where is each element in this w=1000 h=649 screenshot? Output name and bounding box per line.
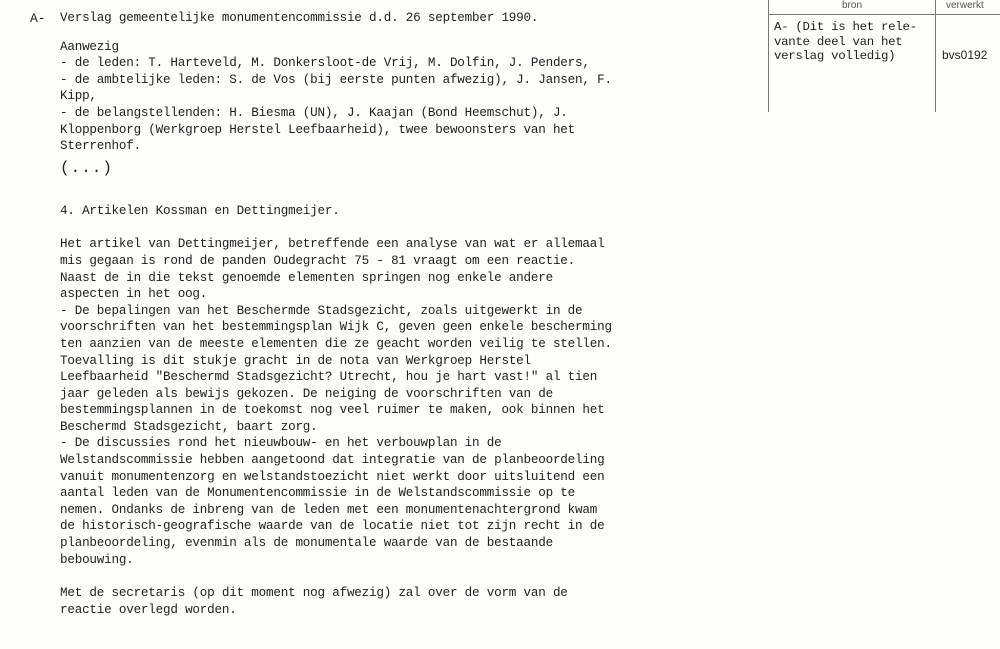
body-line: - De bepalingen van het Beschermde Stadsgezicht, zoals uitgewerkt in de — [60, 303, 583, 318]
header-verwerkt: verwerkt — [946, 0, 984, 11]
body-line: Het artikel van Dettingmeijer, betreffende een analyse van wat er allemaal — [60, 237, 605, 252]
body-line: mis gegaan is rond de panden Oudegracht 75 - 81 vraagt om een reactie. — [60, 253, 576, 268]
omission-mark: (...) — [60, 158, 114, 177]
header-bron: bron — [842, 0, 863, 11]
attendance-line: Aanwezig — [60, 39, 119, 54]
body-line: Toevalling is dit stukje gracht in de nota van Werkgroep Herstel — [60, 353, 531, 368]
attendance-line: Kipp, — [60, 89, 97, 104]
body-line: voorschriften van het bestemmingsplan Wijk C, geven geen enkele bescherming — [60, 320, 612, 335]
body-line: - De discussies rond het nieuwbouw- en het verbouwplan in de — [60, 436, 502, 451]
body-line: ten aanzien van de meeste elementen die ze geacht worden veilig te stellen. — [60, 336, 612, 351]
closing-paragraph — [60, 585, 760, 618]
attendance-line: - de belangstellenden: H. Biesma (UN), J. Kaajan (Bond Heemschut), J. — [60, 105, 568, 120]
source-note — [774, 20, 934, 64]
body-line: vanuit monumentenzorg en welstandstoezicht niet werkt door uitsluitend een — [60, 469, 605, 484]
body-line: aspecten in het oog. — [60, 287, 208, 302]
body-line: de historisch-geografische waarde van de locatie niet tot zijn recht in de — [60, 519, 605, 534]
table-header-rule — [768, 14, 1000, 15]
closing-line: Met de secretaris (op dit moment nog afwezig) zal over de vorm van de — [60, 586, 568, 601]
attendance-line: - de ambtelijke leden: S. de Vos (bij eerste punten afwezig), J. Jansen, F. — [60, 72, 612, 87]
body-line: jaar geleden als bewijs gekozen. De neiging de voorschriften van de — [60, 386, 553, 401]
body-line: bestemmingsplannen in de toekomst nog veel ruimer te maken, ook binnen het — [60, 403, 605, 418]
body-paragraphs — [60, 236, 760, 568]
source-table — [768, 0, 1000, 112]
body-line: planbeoordeling, evenmin als de monumentale waarde van de bestaande — [60, 536, 553, 551]
processed-code: bvs0192 — [942, 48, 988, 62]
body-line: Beschermd Stadsgezicht, baart zorg. — [60, 419, 318, 434]
body-line: Leefbaarheid "Beschermd Stadsgezicht? Utrecht, hou je hart vast!" al tien — [60, 370, 598, 385]
source-note-line: verslag volledig) — [774, 49, 896, 64]
section-heading: 4. Artikelen Kossman en Dettingmeijer. — [60, 203, 340, 218]
source-note-line: A- (Dit is het rele- — [774, 20, 917, 34]
table-divider — [935, 0, 936, 112]
table-divider — [768, 0, 769, 112]
body-line: aantal leden van de Monumentencommissie in de Welstandscommissie op te — [60, 486, 576, 501]
document-title: Verslag gemeentelijke monumentencommissie d.d. 26 september 1990. — [60, 11, 539, 25]
attendance-line: Kloppenborg (Werkgroep Herstel Leefbaarheid), twee bewoonsters van het — [60, 122, 576, 137]
body-line: nemen. Ondanks de inbreng van de leden met een monumentenachtergrond kwam — [60, 502, 598, 517]
source-note-line: vante deel van het — [774, 34, 903, 49]
attendance-line: - de leden: T. Harteveld, M. Donkersloot-de Vrij, M. Dolfin, J. Penders, — [60, 56, 590, 71]
attendance-line: Sterrenhof. — [60, 139, 141, 154]
body-line: Naast de in die tekst genoemde elementen springen nog enkele andere — [60, 270, 553, 285]
margin-mark: A- — [30, 11, 46, 26]
body-line: Welstandscommissie hebben aangetoond dat integratie van de planbeoordeling — [60, 453, 605, 468]
document-body — [60, 10, 760, 618]
body-line: bebouwing. — [60, 552, 134, 567]
attendance-block — [60, 39, 760, 155]
closing-line: reactie overlegd worden. — [60, 602, 237, 617]
